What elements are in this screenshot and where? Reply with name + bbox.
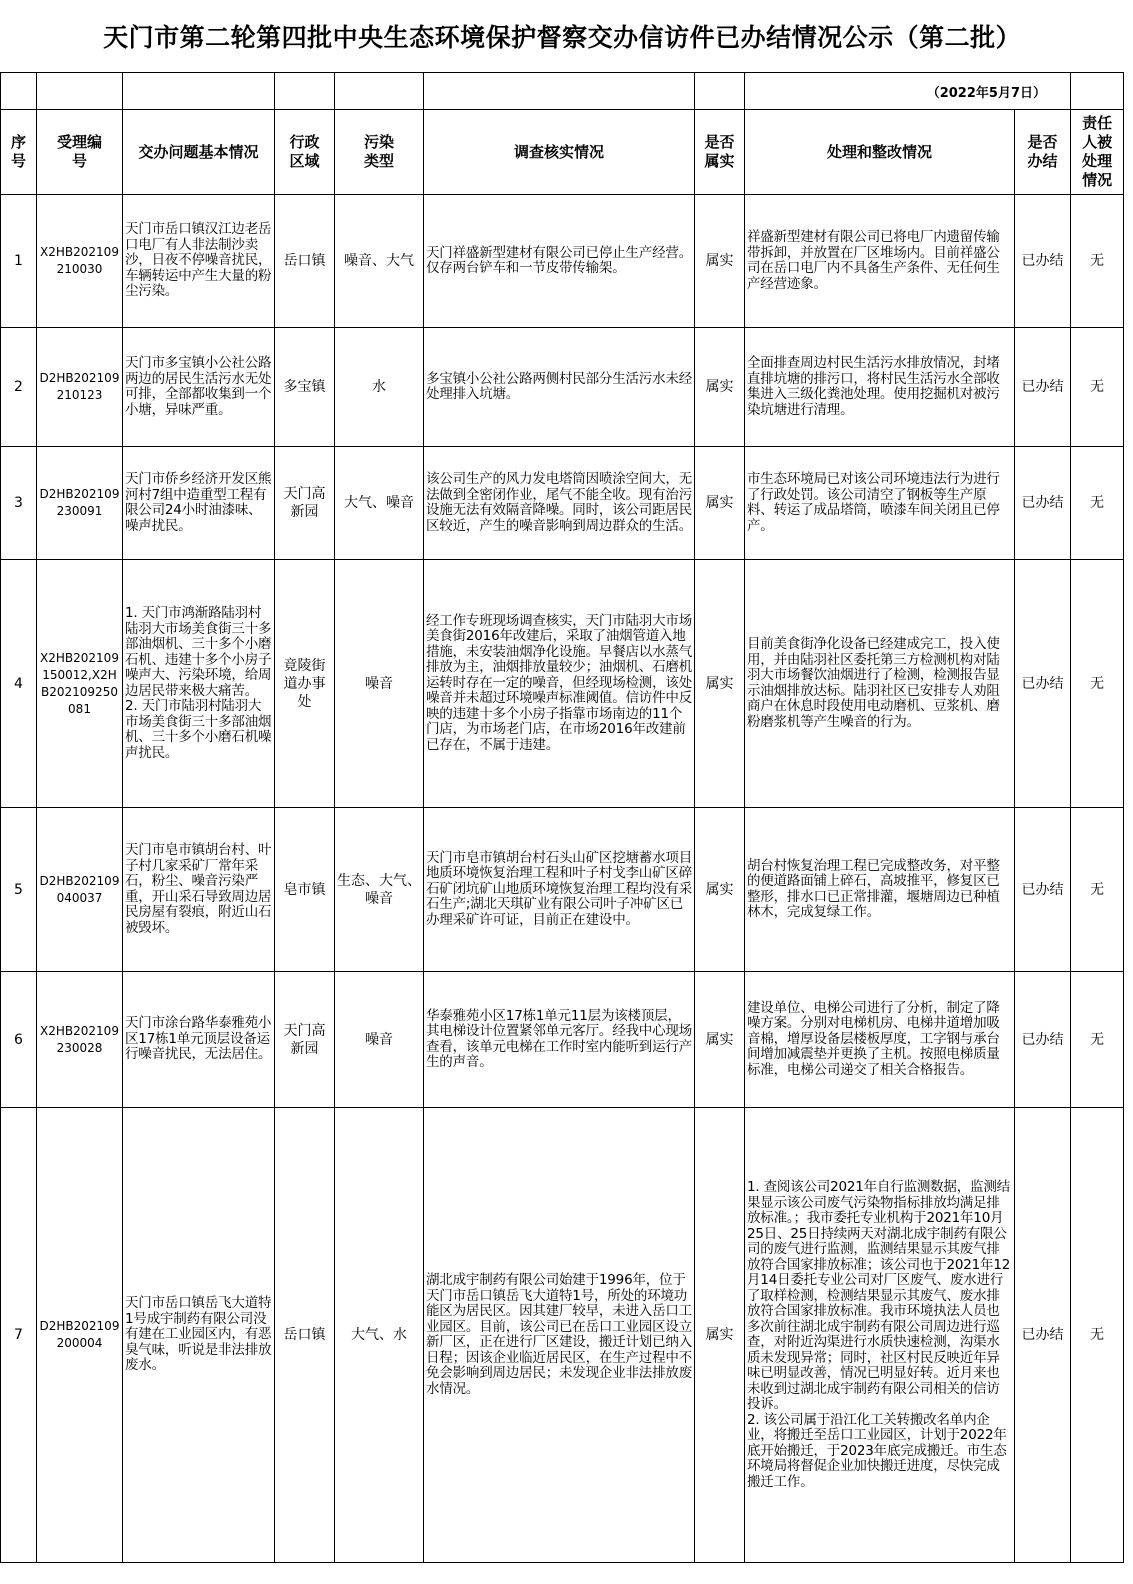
row-accountability: 无: [1071, 808, 1124, 972]
row-is-done: 已办结: [1015, 195, 1071, 328]
row-is-done: 已办结: [1015, 447, 1071, 560]
row-area: 天门高新园: [275, 972, 335, 1108]
row-handling: 胡台村恢复治理工程已完成整改务，对平整的便道路面铺上碎石，高坡推平，修复区已整形，排水口已正常排灌，堰塘周边已种植林木，完成复绿工作。: [745, 808, 1015, 972]
row-is-done: 已办结: [1015, 328, 1071, 447]
page-title: 天门市第二轮第四批中央生态环境保护督察交办信访件已办结情况公示（第二批）: [1, 0, 1124, 73]
row-area: 岳口镇: [275, 1108, 335, 1563]
row-area: 天门高新园: [275, 447, 335, 560]
row-basic: 1. 天门市鸿渐路陆羽村陆羽大市场美食街三十多部油烟机、三十多个小磨石机、违建十多个小房子噪声大、污染环境，给周边居民带来极大痛苦。 2. 天门市陆羽村陆羽大市场美食街三十多部油烟机、三十多个小磨石机噪声扰民。: [123, 560, 275, 808]
row-handling: 建设单位、电梯公司进行了分析，制定了降噪方案。分别对电梯机房、电梯井道增加吸音棉，增厚设备层楼板厚度，工字钢与承台间增加减震垫并更换了主机。按照电梯质量标准，电梯公司递交了相关合格报告。: [745, 972, 1015, 1108]
row-accountability: 无: [1071, 972, 1124, 1108]
row-handling: 目前美食街净化设备已经建成完工，投入使用，并由陆羽社区委托第三方检测机构对陆羽大市场餐饮油烟进行了检测，检测报告显示油烟排放达标。陆羽社区已安排专人劝阻商户在休息时段使用电动磨机、豆浆机、磨粉磨浆机等产生噪音的行为。: [745, 560, 1015, 808]
header-accountability: 责任人被处理情况: [1071, 110, 1124, 195]
row-seq: 3: [1, 447, 37, 560]
row-investigation: 多宝镇小公社公路两侧村民部分生活污水未经处理排入坑塘。: [424, 328, 695, 447]
table-row: [1, 808, 1124, 972]
table-row: [1, 328, 1124, 447]
row-investigation: 经工作专班现场调查核实，天门市陆羽大市场美食街2016年改建后，采取了油烟管道入地措施，未安装油烟净化设施。早餐店以水蒸气排放为主，油烟排放量较少；油烟机、石磨机运转时存在一定的噪音，但经现场检测，该处噪音并未超过环境噪声标准阈值。信访件中反映的违建十多个小房子指靠市场南边的11个门店，为市场老门店，在市场2016年改建前已存在，不属于违建。: [424, 560, 695, 808]
table-row: [1, 1108, 1124, 1563]
row-accountability: 无: [1071, 560, 1124, 808]
row-seq: 7: [1, 1108, 37, 1563]
row-is-done: 已办结: [1015, 560, 1071, 808]
date-row: [1, 73, 1124, 110]
row-investigation: 天门市皂市镇胡台村石头山矿区挖塘蓄水项目地质环境恢复治理工程和叶子村戈李山矿区碎石矿闭坑矿山地质环境恢复治理工程均没有采石生产;湖北天琪矿业有限公司叶子冲矿区已办理采矿许可证，目前正在建设中。: [424, 808, 695, 972]
row-investigation: 华泰雅苑小区17栋1单元11层为该楼顶层，其电梯设计位置紧邻单元客厅。经我中心现场查看，该单元电梯在工作时室内能听到运行产生的声音。: [424, 972, 695, 1108]
row-is-done: 已办结: [1015, 808, 1071, 972]
row-seq: 1: [1, 195, 37, 328]
row-seq: 6: [1, 972, 37, 1108]
row-basic: 天门市皂市镇胡台村、叶子村几家采矿厂常年采石，粉尘、噪音污染严重，开山采石导致周边居民房屋有裂痕，附近山石被毁坏。: [123, 808, 275, 972]
table-row: [1, 195, 1124, 328]
row-code: D2HB202109200004: [37, 1108, 123, 1563]
header-code: 受理编号: [37, 110, 123, 195]
row-area: 竟陵街道办事处: [275, 560, 335, 808]
row-code: X2HB202109150012,X2HB202109250081: [37, 560, 123, 808]
header-handling: 处理和整改情况: [745, 110, 1015, 195]
row-pollution: 生态、大气、噪音: [335, 808, 424, 972]
row-pollution: 大气、水: [335, 1108, 424, 1563]
row-basic: 天门市岳口镇岳飞大道特1号成宇制药有限公司没有建在工业园区内，有恶臭气味，听说是非法排放废水。: [123, 1108, 275, 1563]
row-basic: 天门市侨乡经济开发区熊河村7组中造重型工程有限公司24小时油漆味、噪声扰民。: [123, 447, 275, 560]
header-investigation: 调查核实情况: [424, 110, 695, 195]
table-row: [1, 560, 1124, 808]
row-handling: 1. 查阅该公司2021年自行监测数据，监测结果显示该公司废气污染物指标排放均满足排放标准。；我市委托专业机构于2021年10月25日、25日持续两天对湖北成宇制药有限公司的废气进行监测，监测结果显示其废气排放符合国家排放标准；该公司也于2021年12月14日委托专业公司对厂区废气、废水进行了取样检测，检测结果显示其废气、废水排放符合国家排放标准。我市环境执法人员也多次前往湖北成宇制药有限公司周边进行巡查，对附近沟渠进行水质快速检测，沟渠水质未发现异常；同时，社区村民反映近年异味已明显改善，情况已明显好转。近月来也未收到过湖北成宇制药有限公司相关的信访投诉。 2. 该公司属于沿江化工关转搬改名单内企业，将搬迁至岳口工业园区，计划于2022年底开始搬迁，于2023年底完成搬迁。市生态环境局将督促企业加快搬迁进度，尽快完成搬迁工作。: [745, 1108, 1015, 1563]
row-seq: 5: [1, 808, 37, 972]
header-is-done: 是否办结: [1015, 110, 1071, 195]
row-pollution: 水: [335, 328, 424, 447]
row-is-true: 属实: [695, 808, 745, 972]
header-pollution: 污染类型: [335, 110, 424, 195]
row-is-true: 属实: [695, 1108, 745, 1563]
row-pollution: 噪音、大气: [335, 195, 424, 328]
row-basic: 天门市涂台路华泰雅苑小区17栋1单元顶层设备运行噪音扰民，无法居住。: [123, 972, 275, 1108]
row-basic: 天门市岳口镇汉江边老岳口电厂有人非法制沙卖沙，日夜不停噪音扰民，车辆转运中产生大量的粉尘污染。: [123, 195, 275, 328]
row-pollution: 噪音: [335, 972, 424, 1108]
row-code: X2HB202109210030: [37, 195, 123, 328]
row-is-true: 属实: [695, 195, 745, 328]
row-is-true: 属实: [695, 972, 745, 1108]
publish-date: （2022年5月7日）: [745, 73, 1071, 110]
row-is-done: 已办结: [1015, 1108, 1071, 1563]
row-is-true: 属实: [695, 447, 745, 560]
row-seq: 4: [1, 560, 37, 808]
row-seq: 2: [1, 328, 37, 447]
row-pollution: 噪音: [335, 560, 424, 808]
row-accountability: 无: [1071, 328, 1124, 447]
header-row: [1, 110, 1124, 195]
table-row: [1, 972, 1124, 1108]
row-area: 岳口镇: [275, 195, 335, 328]
table-row: [1, 447, 1124, 560]
row-is-true: 属实: [695, 328, 745, 447]
row-is-done: 已办结: [1015, 972, 1071, 1108]
row-investigation: 该公司生产的风力发电塔筒因喷涂空间大，无法做到全密闭作业，尾气不能全收。现有治污设施无法有效隔音降噪。同时，该公司距居民区较近，产生的噪音影响到周边群众的生活。: [424, 447, 695, 560]
row-is-true: 属实: [695, 560, 745, 808]
row-basic: 天门市多宝镇小公社公路两边的居民生活污水无处可排，全部都收集到一个小塘，异味严重。: [123, 328, 275, 447]
header-seq: 序号: [1, 110, 37, 195]
row-accountability: 无: [1071, 1108, 1124, 1563]
row-code: D2HB202109210123: [37, 328, 123, 447]
row-pollution: 大气、噪音: [335, 447, 424, 560]
row-area: 多宝镇: [275, 328, 335, 447]
row-handling: 全面排查周边村民生活污水排放情况，封堵直排坑塘的排污口，将村民生活污水全部收集进入三级化粪池处理。使用挖掘机对被污染坑塘进行清理。: [745, 328, 1015, 447]
row-code: D2HB202109040037: [37, 808, 123, 972]
row-handling: 市生态环境局已对该公司环境违法行为进行了行政处罚。该公司清空了钢板等生产原料、转运了成品塔筒，喷漆车间关闭且已停产。: [745, 447, 1015, 560]
row-code: X2HB202109230028: [37, 972, 123, 1108]
row-investigation: 天门祥盛新型建材有限公司已停止生产经营。仅存两台铲车和一节皮带传输架。: [424, 195, 695, 328]
header-area: 行政区域: [275, 110, 335, 195]
row-investigation: 湖北成宇制药有限公司始建于1996年，位于天门市岳口镇岳飞大道特1号，所处的环境功能区为居民区。因其建厂较早，未进入岳口工业园区。目前，该公司已在岳口工业园区设立新厂区，正在进行厂区建设，搬迁计划已纳入日程；因该企业临近居民区，在生产过程中不免会影响到周边居民；未发现企业非法排放废水情况。: [424, 1108, 695, 1563]
row-accountability: 无: [1071, 447, 1124, 560]
header-basic: 交办问题基本情况: [123, 110, 275, 195]
header-is-true: 是否属实: [695, 110, 745, 195]
row-code: D2HB202109230091: [37, 447, 123, 560]
row-handling: 祥盛新型建材有限公司已将电厂内遗留传输带拆卸，并放置在厂区堆场内。目前祥盛公司在岳口电厂内不具备生产条件、无任何生产经营迹象。: [745, 195, 1015, 328]
row-area: 皂市镇: [275, 808, 335, 972]
row-accountability: 无: [1071, 195, 1124, 328]
